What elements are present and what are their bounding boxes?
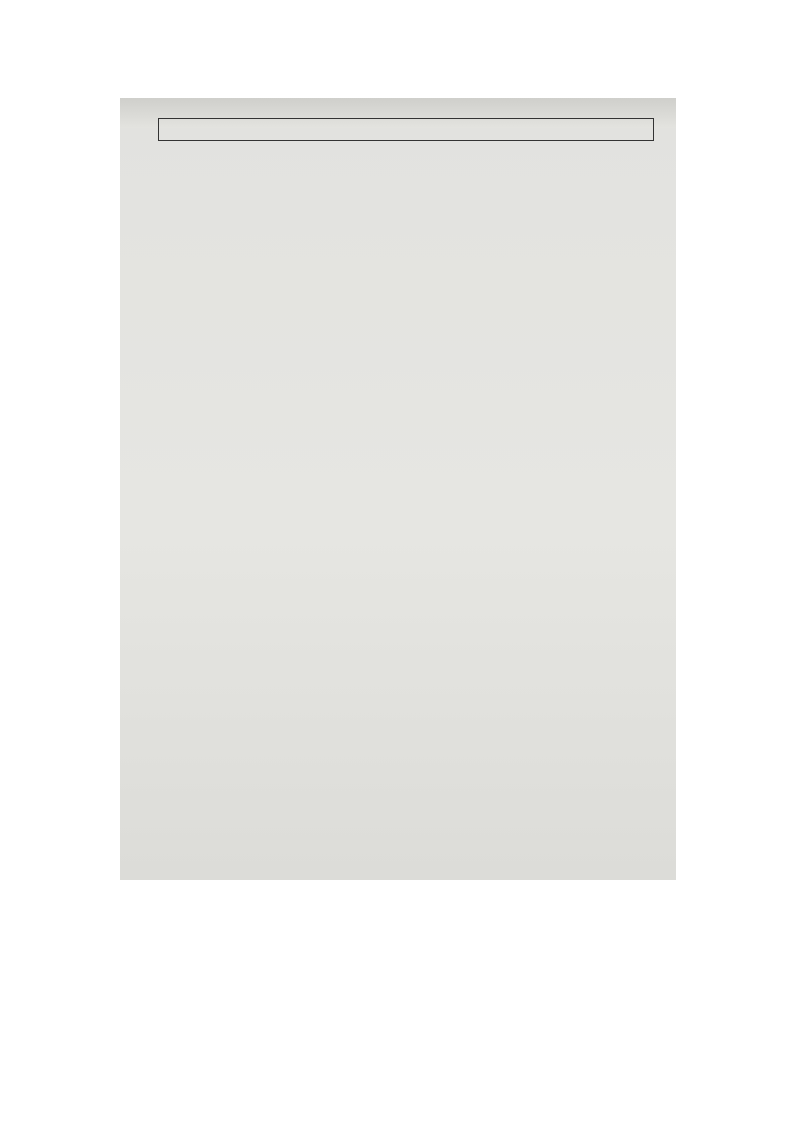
document-photo [120,98,676,880]
question-10-table [158,118,654,141]
exam-page [158,114,658,141]
table-header [159,119,654,141]
